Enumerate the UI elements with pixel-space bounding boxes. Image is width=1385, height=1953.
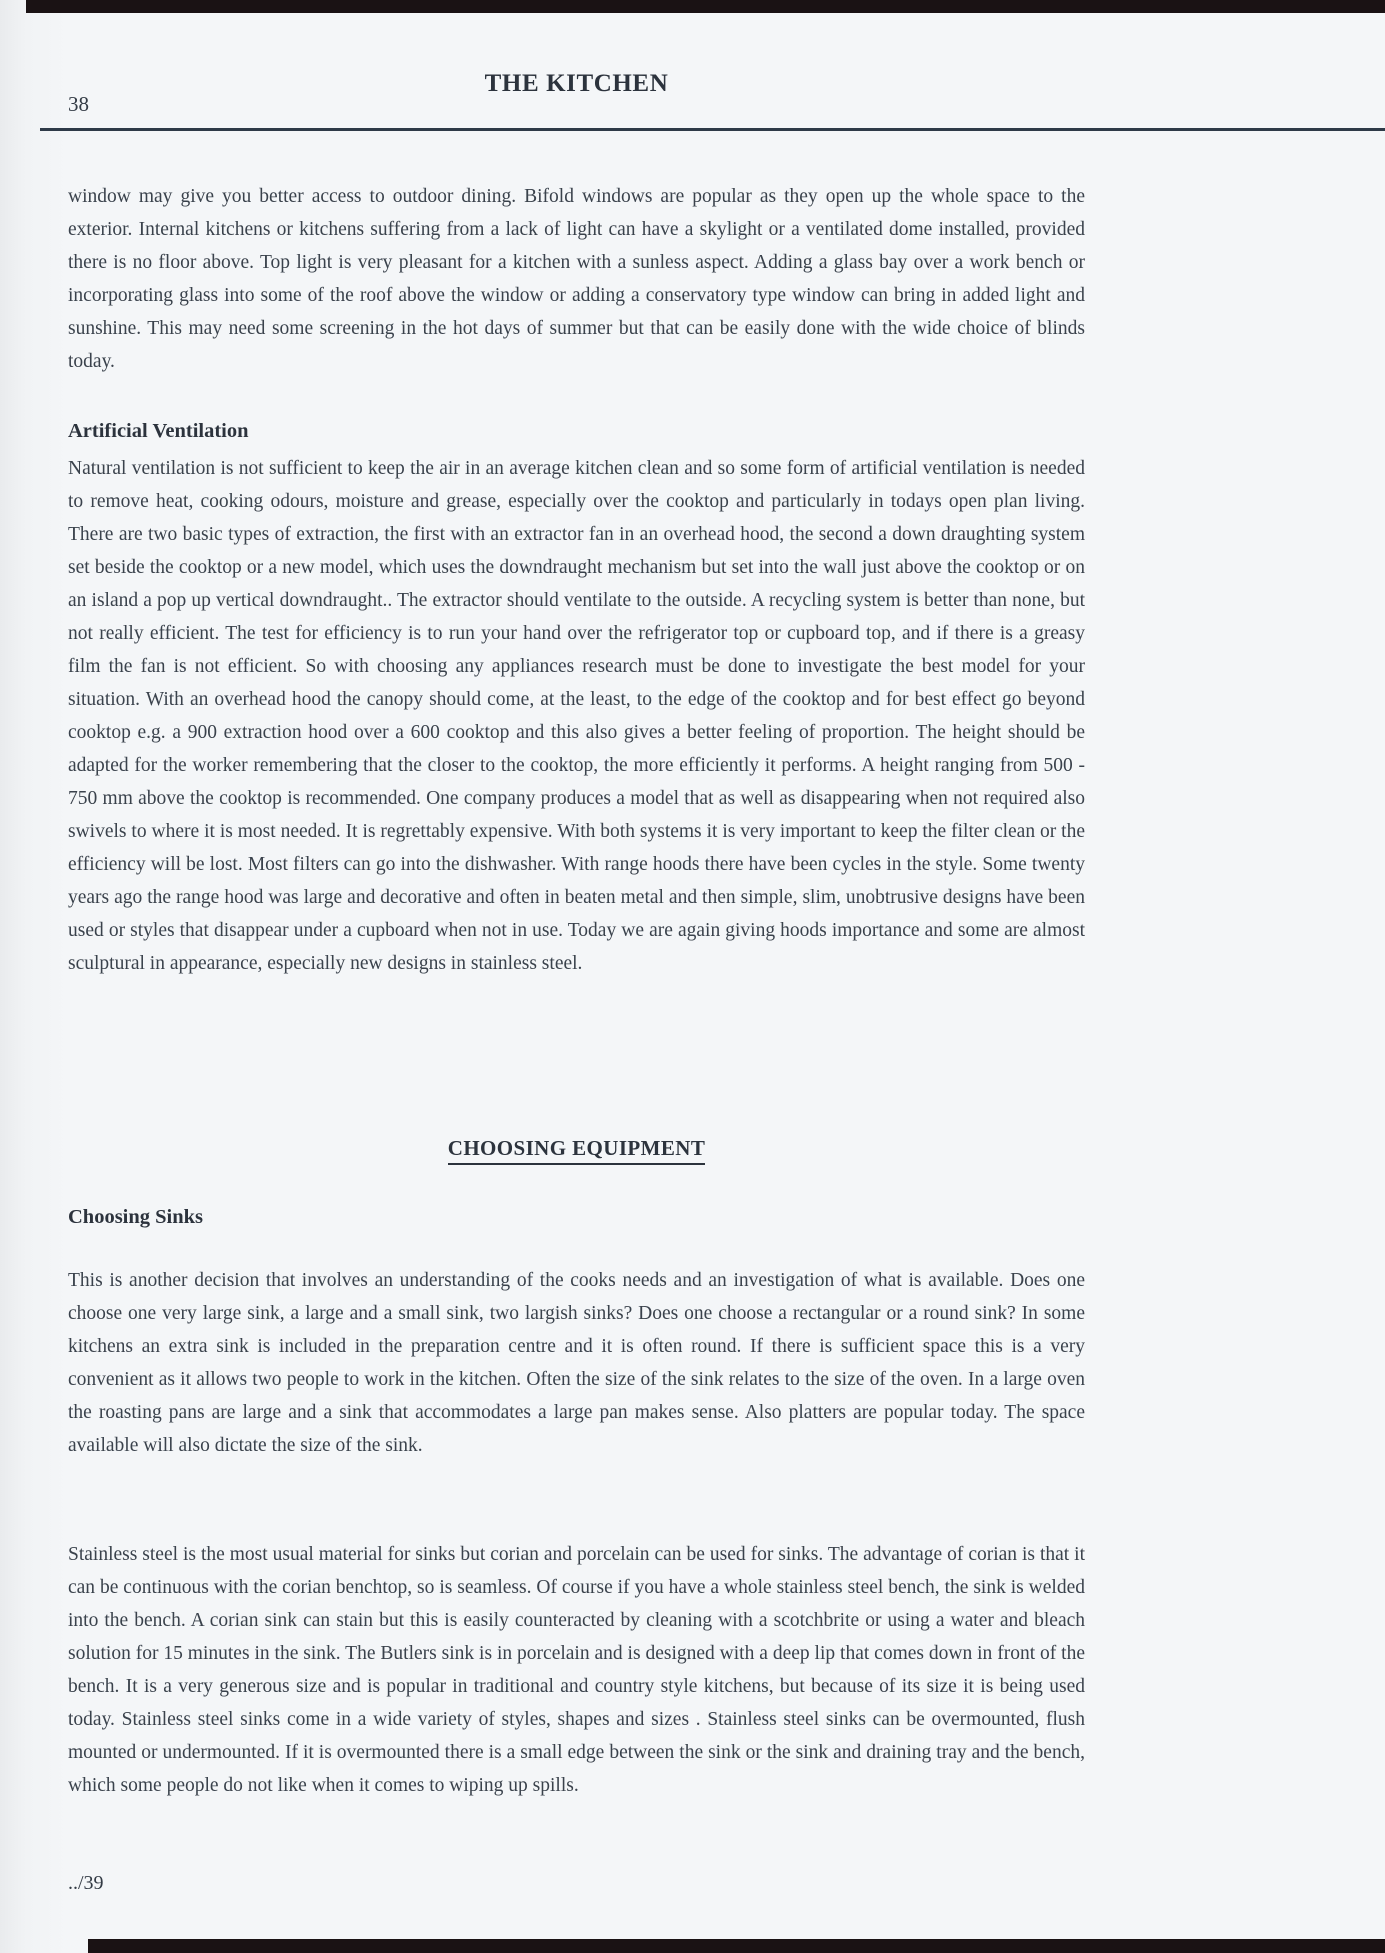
- chapter-heading-text: CHOOSING EQUIPMENT: [448, 1136, 705, 1165]
- chapter-heading-choosing-equipment: [68, 1136, 1085, 1165]
- choosing-sinks-paragraph-1: This is another decision that involves an understanding of the cooks needs and an investigation of what is available. Does one choose one very large sink, a large and a small sink, two largish sinks? Does one choose a rectangular or a round sink? In some kitchens an extra sink is included in the preparation centre and it is often round. If there is sufficient space this is a very convenient as it allows two people to work in the kitchen. Often the size of the sink relates to the size of the oven. In a large oven the roasting pans are large and a sink that accommodates a large pan makes sense. Also platters are popular today. The space available will also dictate the size of the sink.: [68, 1270, 1085, 1456]
- running-header-title: THE KITCHEN: [484, 70, 669, 97]
- header-rule: [40, 128, 1385, 131]
- choosing-sinks-paragraph-2: Stainless steel is the most usual material for sinks but corian and porcelain can be used for sinks. The advantage of corian is that it can be continuous with the corian benchtop, so is seamless. Of course if you have a whole stainless steel bench, the sink is welded into the bench. A corian sink can stain but this is easily counteracted by cleaning with a scotchbrite or using a water and bleach solution for 15 minutes in the sink. The Butlers sink is in porcelain and is designed with a deep lip that comes down in front of the bench. It is a very generous size and is popular in traditional and country style kitchens, but because of its size it is being used today. Stainless steel sinks come in a wide variety of styles, shapes and sizes . Stainless steel sinks can be overmounted, flush mounted or undermounted. If it is overmounted there is a small edge between the sink or the sink and draining tray and the bench, which some people do not like when it comes to wiping up spills.: [68, 1544, 1085, 1796]
- section-heading-artificial-ventilation: Artificial Ventilation: [68, 420, 249, 442]
- intro-paragraph: window may give you better access to outdoor dining. Bifold windows are popular as they open up the whole space to the exterior. Internal kitchens or kitchens suffering from a lack of light can have a skylight or a ventilated dome installed, provided there is no floor above. Top light is very pleasant for a kitchen with a sunless aspect. Adding a glass bay over a work bench or incorporating glass into some of the roof above the window or adding a conservatory type window can bring in added light and sunshine. This may need some screening in the hot days of summer but that can be easily done with the wide choice of blinds today.: [68, 186, 1085, 372]
- scan-edge-top: [26, 0, 1385, 13]
- footer-page-continuation-mark: ../39: [68, 1872, 104, 1894]
- artificial-ventilation-paragraph: Natural ventilation is not sufficient to keep the air in an average kitchen clean and so some form of artificial ventilation is needed to remove heat, cooking odours, moisture and grease, especially over the cooktop and particularly in todays open plan living. There are two basic types of extraction, the first with an extractor fan in an overhead hood, the second a down draughting system set beside the cooktop or a new model, which uses the downdraught mechanism but set into the wall just above the cooktop or on an island a pop up vertical downdraught.. The extractor should ventilate to the outside. A recycling system is better than none, but not really efficient. The test for efficiency is to run your hand over the refrigerator top or cupboard top, and if there is a greasy film the fan is not efficient. So with choosing any appliances research must be done to investigate the best model for your situation. With an overhead hood the canopy should come, at the least, to the edge of the cooktop and for best effect go beyond cooktop e.g. a 900 extraction hood over a 600 cooktop and this also gives a better feeling of proportion. The height should be adapted for the worker remembering that the closer to the cooktop, the more efficiently it performs. A height ranging from 500 - 750 mm above the cooktop is recommended. One company produces a model that as well as disappearing when not required also swivels to where it is most needed. It is regrettably expensive. With both systems it is very important to keep the filter clean or the efficiency will be lost. Most filters can go into the dishwasher. With range hoods there have been cycles in the style. Some twenty years ago the range hood was large and decorative and often in beaten metal and then simple, slim, unobtrusive designs have been used or styles that disappear under a cupboard when not in use. Today we are again giving hoods importance and some are almost sculptural in appearance, especially new designs in stainless steel.: [68, 458, 1085, 974]
- scan-edge-bottom: [88, 1939, 1385, 1953]
- page-number: 38: [68, 92, 89, 116]
- section-heading-choosing-sinks: Choosing Sinks: [68, 1206, 204, 1228]
